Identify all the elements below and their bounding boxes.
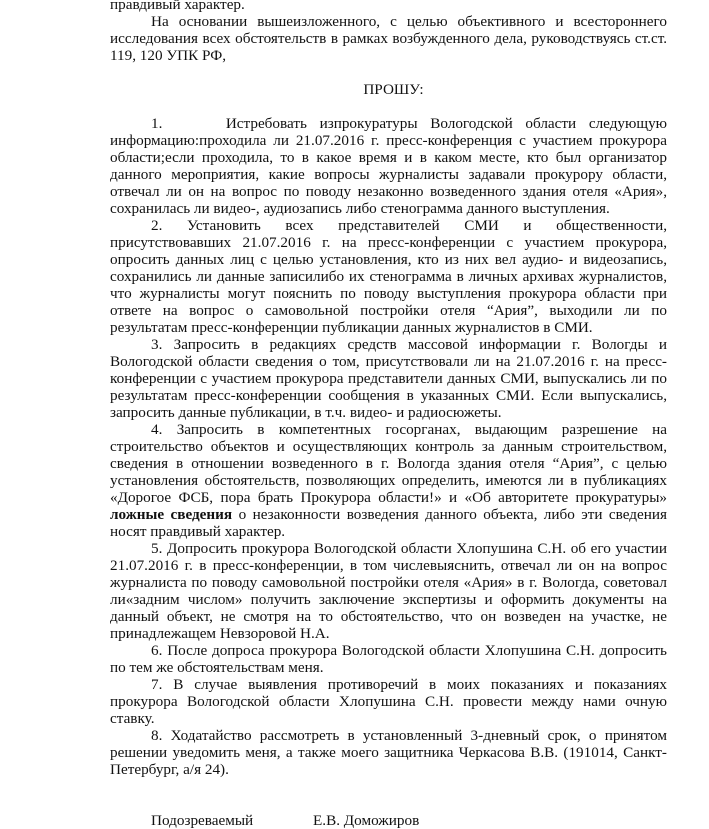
item-number: 7. [151,676,163,693]
item-text-after: о незаконности возведения данного объекта, либо эти сведения носят правдивый характер. [110,506,667,540]
item-text: Запросить в редакциях средств массовой информации г. Вологды и Вологодской области сведения о том, присутствовали ли на 21.07.2016 г. на пресс-конференции с участием прокурора представители данных СМИ, выпускались ли по результатам пресс-конференции сообщения в указанных СМИ. Если выпускались, запросить данные публикации, в т.ч. видео- и радиосюжеты. [110,336,668,421]
request-item-1 [110,115,667,217]
item-bold-text: ложные сведения [110,506,233,523]
request-item-3 [110,336,667,421]
item-number: 4. [151,421,163,438]
request-item-8 [110,727,667,778]
request-item-7 [110,676,667,727]
item-text: В случае выявления противоречий в моих показаниях и показаниях прокурора Вологодской области Хлопушина С.Н. провести между нами очную ставку. [110,676,667,727]
item-text: Запросить в компетентных госорганах, выдающим разрешение на строительство объектов и осуществляющих контроль за данным строительством, сведения в отношении возведенного в г. Вологда здания отеля “Ария”, с целью установления обстоятельств, позволяющих определить, имеются ли в публикациях «Дорогое ФСБ, пора брать Прокурора области!» и «Об авторитете прокуратуры» [110,421,668,506]
item-number: 2. [151,217,163,234]
item-number: 3. [151,336,163,353]
signature-role: Подозреваемый [151,812,254,829]
intro-tail-paragraph: правдивый характер. [110,0,245,13]
request-item-4 [110,421,667,540]
item-number: 5. [151,540,163,557]
item-text: Установить всех представителей СМИ и общественности, присутствовавших 21.07.2016 г. на пресс-конференции с участием прокурора, опросить данных лиц с целью установления, кто из них вел аудио- и видеозапись, сохранились ли данные записилибо их стенограмма в личных архивах журналистов, что журналисты могут пояснить по поводу выступления прокурора области при ответе на вопрос о самовольной постройки отеля “Ария”, выходили ли по результатам пресс-конференции публикации данных журналистов в СМИ. [110,217,667,336]
signature-name: Е.В. Доможиров [313,812,420,829]
item-text: Истребовать изпрокуратуры Вологодской области следующую информацию:проходила ли 21.07.2016 г. пресс-конференция с участием прокурора области;если проходила, то в какое время и в каком месте, кто был организатор данного мероприятия, какие вопросы журналисты задавали прокурору области, отвечал ли он на вопрос по поводу незаконно возведенного здания отеля «Ария», сохранилась ли видео-, аудиозапись либо стенограмма данного выступления. [110,115,668,217]
item-text: Допросить прокурора Вологодской области Хлопушина С.Н. об его участии 21.07.2016 г. в пресс-конференции, в том числевыяснить, отвечал ли он на вопрос журналиста по поводу самовольной постройки отеля «Ария» в г. Вологда, советовал ли«задним числом» получить заключение экспертизы и оформить документы на данный объект, не смотря на то обстоятельство, что он возведен на участке, не принадлежащем Невзоровой Н.А. [110,540,667,642]
request-item-2 [110,217,667,336]
item-number: 6. [151,642,163,659]
basis-paragraph: На основании вышеизложенного, с целью объективного и всестороннего исследования всех обстоятельств в рамках возбужденного дела, руководствуясь ст.ст. 119, 120 УПК РФ, [110,13,667,64]
item-text: Ходатайство рассмотреть в установленный 3-дневный срок, о принятом решении уведомить меня, а также моего защитника Черкасова В.В. (191014, Санкт-Петербург, а/я 24). [110,727,668,778]
request-item-5 [110,540,667,642]
request-item-6 [110,642,667,676]
item-number: 8. [151,727,163,744]
signature-block [110,812,667,829]
item-number: 1. [151,115,163,132]
item-text: После допроса прокурора Вологодской области Хлопушина С.Н. допросить по тем же обстоятельствам меня. [110,642,667,676]
petition-heading: ПРОШУ: [363,81,424,98]
document-page [110,0,667,829]
